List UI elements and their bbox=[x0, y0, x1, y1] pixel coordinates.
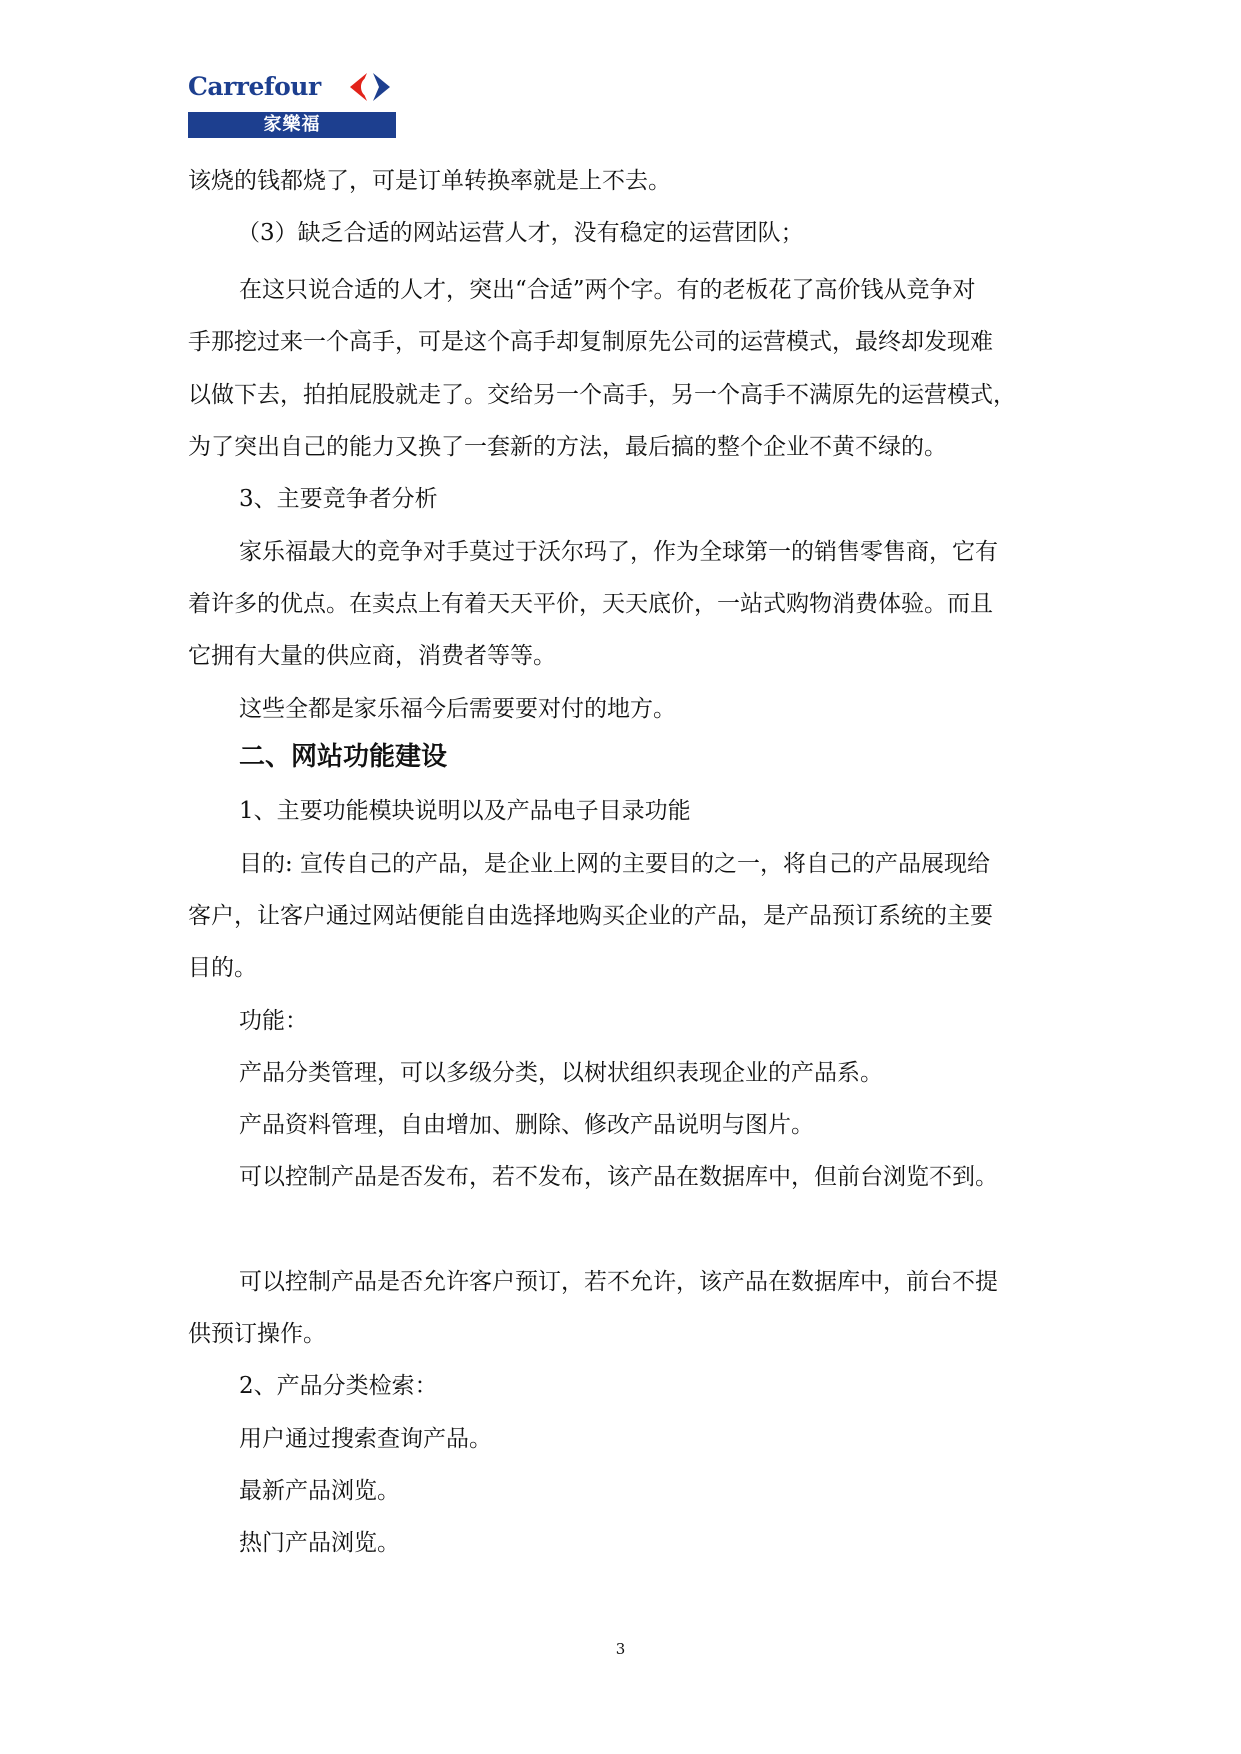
text-line: 在这只说合适的人才，突出“合适”两个字。有的老板花了高价钱从竞争对 bbox=[239, 277, 976, 303]
text-line: 该烧的钱都烧了，可是订单转换率就是上不去。 bbox=[188, 168, 671, 194]
text-line: 产品分类管理，可以多级分类，以树状组织表现企业的产品系。 bbox=[239, 1060, 883, 1086]
logo-chinese-name: 家樂福 bbox=[188, 112, 396, 138]
logo-brand-row bbox=[188, 68, 396, 108]
text-line: 以做下去，拍拍屁股就走了。交给另一个高手，另一个高手不满原先的运营模式， bbox=[188, 382, 1016, 408]
text-line: （3）缺乏合适的网站运营人才，没有稳定的运营团队； bbox=[237, 220, 804, 246]
text-line: 热门产品浏览。 bbox=[239, 1530, 400, 1556]
text-line: 供预订操作。 bbox=[188, 1321, 326, 1347]
text-line: 产品资料管理，自由增加、删除、修改产品说明与图片。 bbox=[239, 1112, 814, 1138]
text-line: 手那挖过来一个高手，可是这个高手却复制原先公司的运营模式，最终却发现难 bbox=[188, 329, 993, 355]
section-subheading: 3、主要竞争者分析 bbox=[239, 486, 438, 512]
text-line: 用户通过搜索查询产品。 bbox=[239, 1426, 492, 1452]
text-line: 目的。 bbox=[188, 955, 257, 981]
section-heading: 二、网站功能建设 bbox=[239, 742, 448, 772]
text-line: 功能： bbox=[239, 1008, 308, 1034]
text-line: 着许多的优点。在卖点上有着天天平价，天天底价，一站式购物消费体验。而且 bbox=[188, 591, 993, 617]
text-line: 这些全都是家乐福今后需要要对付的地方。 bbox=[239, 696, 676, 722]
carrefour-mark-icon bbox=[345, 70, 395, 104]
text-line: 客户，让客户通过网站便能自由选择地购买企业的产品，是产品预订系统的主要 bbox=[188, 903, 993, 929]
text-line: 它拥有大量的供应商，消费者等等。 bbox=[188, 643, 556, 669]
section-subheading: 2、产品分类检索： bbox=[239, 1373, 438, 1399]
text-line: 为了突出自己的能力又换了一套新的方法，最后搞的整个企业不黄不绿的。 bbox=[188, 434, 947, 460]
mark-blue-chevron bbox=[373, 73, 390, 101]
text-line: 可以控制产品是否允许客户预订，若不允许，该产品在数据库中，前台不提 bbox=[239, 1269, 998, 1295]
text-line: 目的: 宣传自己的产品，是企业上网的主要目的之一，将自己的产品展现给 bbox=[239, 851, 991, 877]
carrefour-logo bbox=[188, 68, 396, 140]
section-subheading: 1、主要功能模块说明以及产品电子目录功能 bbox=[239, 798, 691, 824]
text-line: 家乐福最大的竞争对手莫过于沃尔玛了，作为全球第一的销售零售商，它有 bbox=[239, 539, 998, 565]
logo-brand-text: Carrefour bbox=[188, 72, 321, 101]
text-line: 最新产品浏览。 bbox=[239, 1478, 400, 1504]
page-number: 3 bbox=[615, 1640, 626, 1658]
text-line: 可以控制产品是否发布，若不发布，该产品在数据库中，但前台浏览不到。 bbox=[239, 1164, 998, 1190]
